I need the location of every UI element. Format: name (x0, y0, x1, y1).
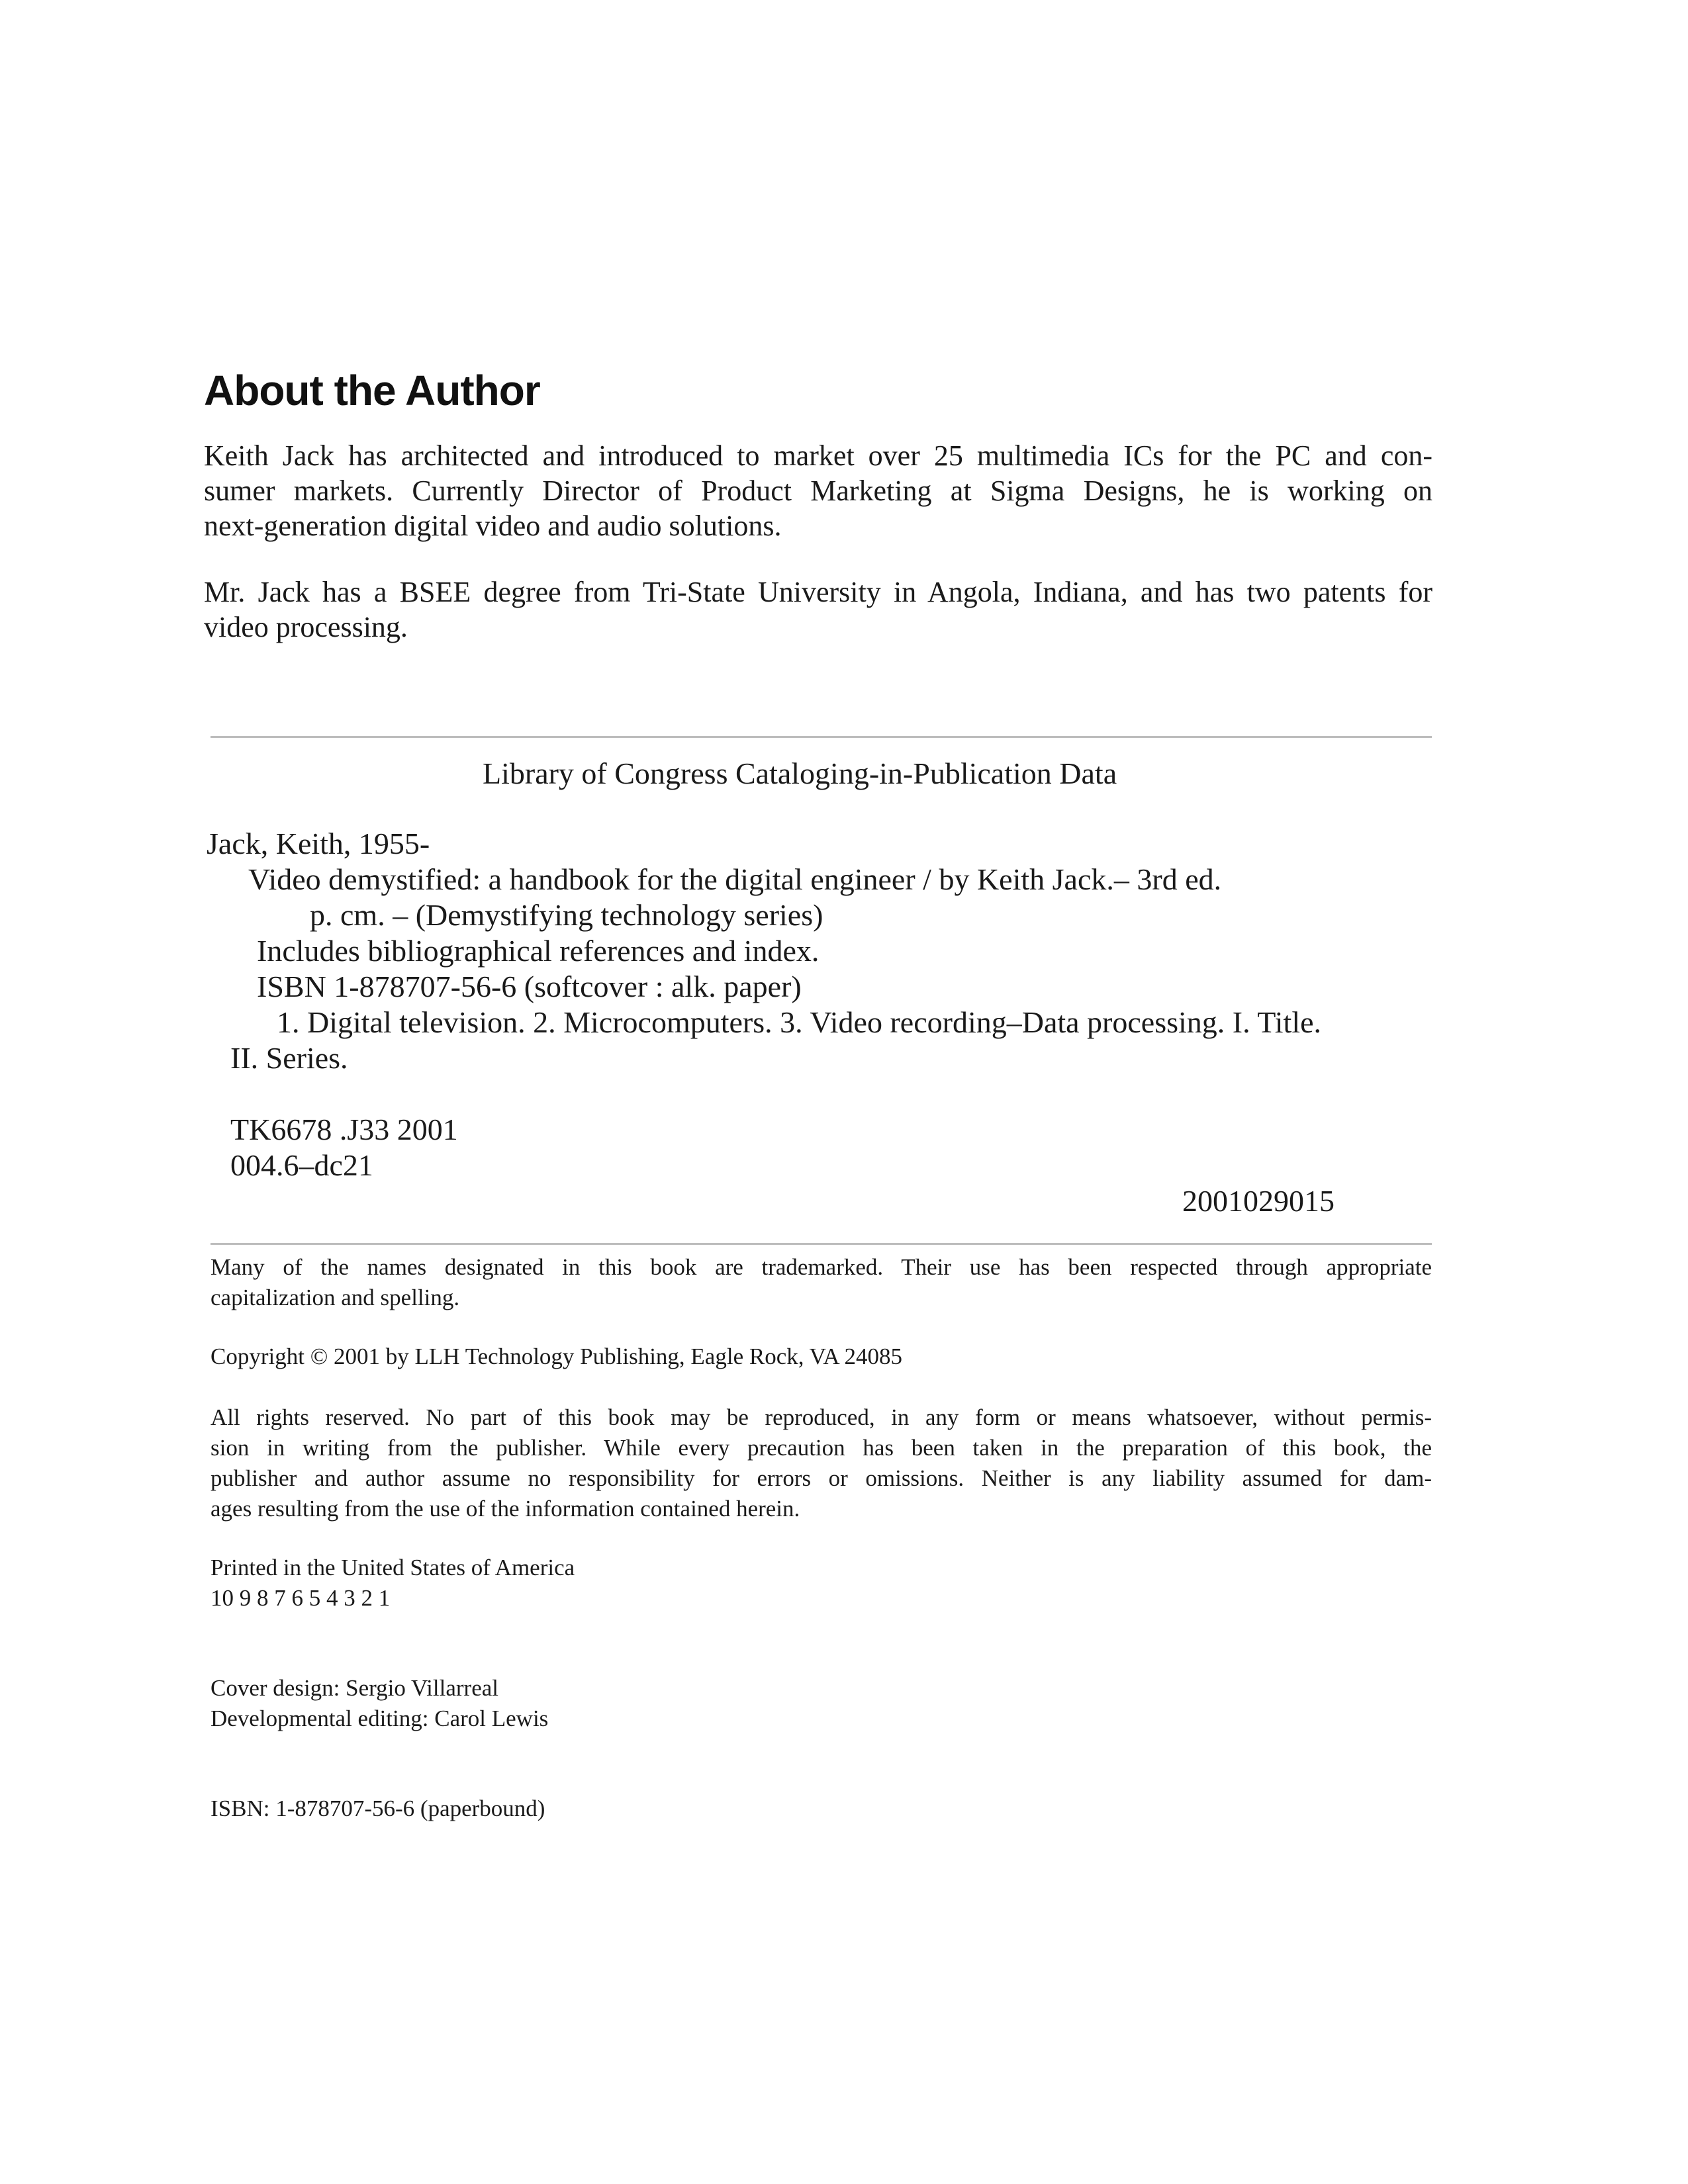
rights-line: publisher and author assume no responsibility for errors or omissions. Neither is any liability assumed for dam- (211, 1465, 1432, 1491)
cip-top-divider (211, 736, 1432, 738)
cover-design-credit: Cover design: Sergio Villarreal (211, 1675, 498, 1701)
printed-in: Printed in the United States of America (211, 1555, 575, 1580)
isbn-line: ISBN: 1-878707-56-6 (paperbound) (211, 1796, 545, 1821)
printing-line: 10 9 8 7 6 5 4 3 2 1 (211, 1585, 391, 1611)
cip-series: II. Series. (230, 1041, 348, 1075)
about-paragraph-2 (204, 574, 1432, 645)
cip-bottom-divider (211, 1243, 1432, 1245)
developmental-editing-credit: Developmental editing: Carol Lewis (211, 1706, 549, 1731)
copyright-line: Copyright © 2001 by LLH Technology Publishing, Eagle Rock, VA 24085 (211, 1343, 902, 1369)
cip-lccn: 2001029015 (1182, 1184, 1335, 1218)
cip-dewey: 004.6–dc21 (230, 1148, 373, 1182)
about-para1-line: sumer markets. Currently Director of Product Marketing at Sigma Designs, he is working on (204, 475, 1432, 507)
cip-subjects: 1. Digital television. 2. Microcomputers. 3. Video recording–Data processing. I. Title. (277, 1005, 1322, 1039)
cip-author: Jack, Keith, 1955- (207, 827, 430, 860)
cip-work-title: Video demystified: a handbook for the digital engineer / by Keith Jack.– 3rd ed. (248, 862, 1222, 896)
about-para2-line: video processing. (204, 611, 408, 643)
cip-physical-description: p. cm. – (Demystifying technology series) (310, 898, 823, 932)
about-para2-line: Mr. Jack has a BSEE degree from Tri-State University in Angola, Indiana, and has two patents for (204, 576, 1432, 608)
rights-line: ages resulting from the use of the information contained herein. (211, 1496, 800, 1522)
rights-notice (211, 1402, 1432, 1524)
trademark-line: Many of the names designated in this book are trademarked. Their use has been respected through appropriate (211, 1254, 1432, 1280)
about-para1-line: Keith Jack has architected and introduced to market over 25 multimedia ICs for the PC and con- (204, 439, 1432, 472)
rights-line: All rights reserved. No part of this book may be reproduced, in any form or means whatsoever, without permis- (211, 1404, 1432, 1430)
trademark-line: capitalization and spelling. (211, 1285, 460, 1310)
rights-line: sion in writing from the publisher. While every precaution has been taken in the preparation of this book, the (211, 1435, 1432, 1461)
about-heading: About the Author (204, 367, 540, 414)
cip-title: Library of Congress Cataloging-in-Publication Data (483, 756, 1117, 790)
cip-isbn: ISBN 1-878707-56-6 (softcover : alk. paper) (257, 970, 802, 1003)
about-paragraph-1 (204, 438, 1432, 543)
cip-lc-class: TK6678 .J33 2001 (230, 1113, 458, 1146)
cip-includes-note: Includes bibliographical references and index. (257, 934, 820, 968)
trademark-notice (211, 1252, 1432, 1313)
about-para1-line: next-generation digital video and audio solutions. (204, 510, 782, 542)
